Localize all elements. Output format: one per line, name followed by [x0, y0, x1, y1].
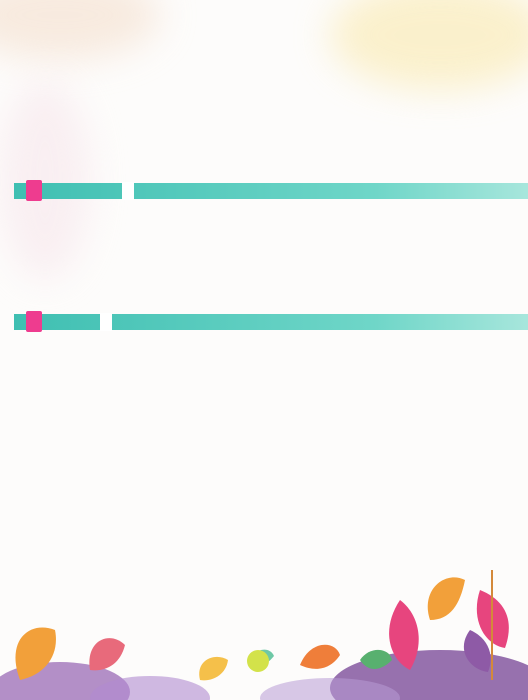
background-wash — [0, 0, 160, 60]
pemahaman-band — [14, 183, 528, 199]
page-number-badge — [247, 650, 269, 672]
leaves-illustration — [0, 560, 528, 700]
pemahaman-subtitle — [122, 182, 134, 200]
penulisan-band — [14, 314, 528, 330]
background-wash — [0, 80, 90, 280]
pemahaman-tag — [26, 180, 42, 201]
penulisan-subtitle — [100, 313, 112, 331]
background-wash — [330, 0, 528, 90]
penulisan-tag — [26, 311, 42, 332]
